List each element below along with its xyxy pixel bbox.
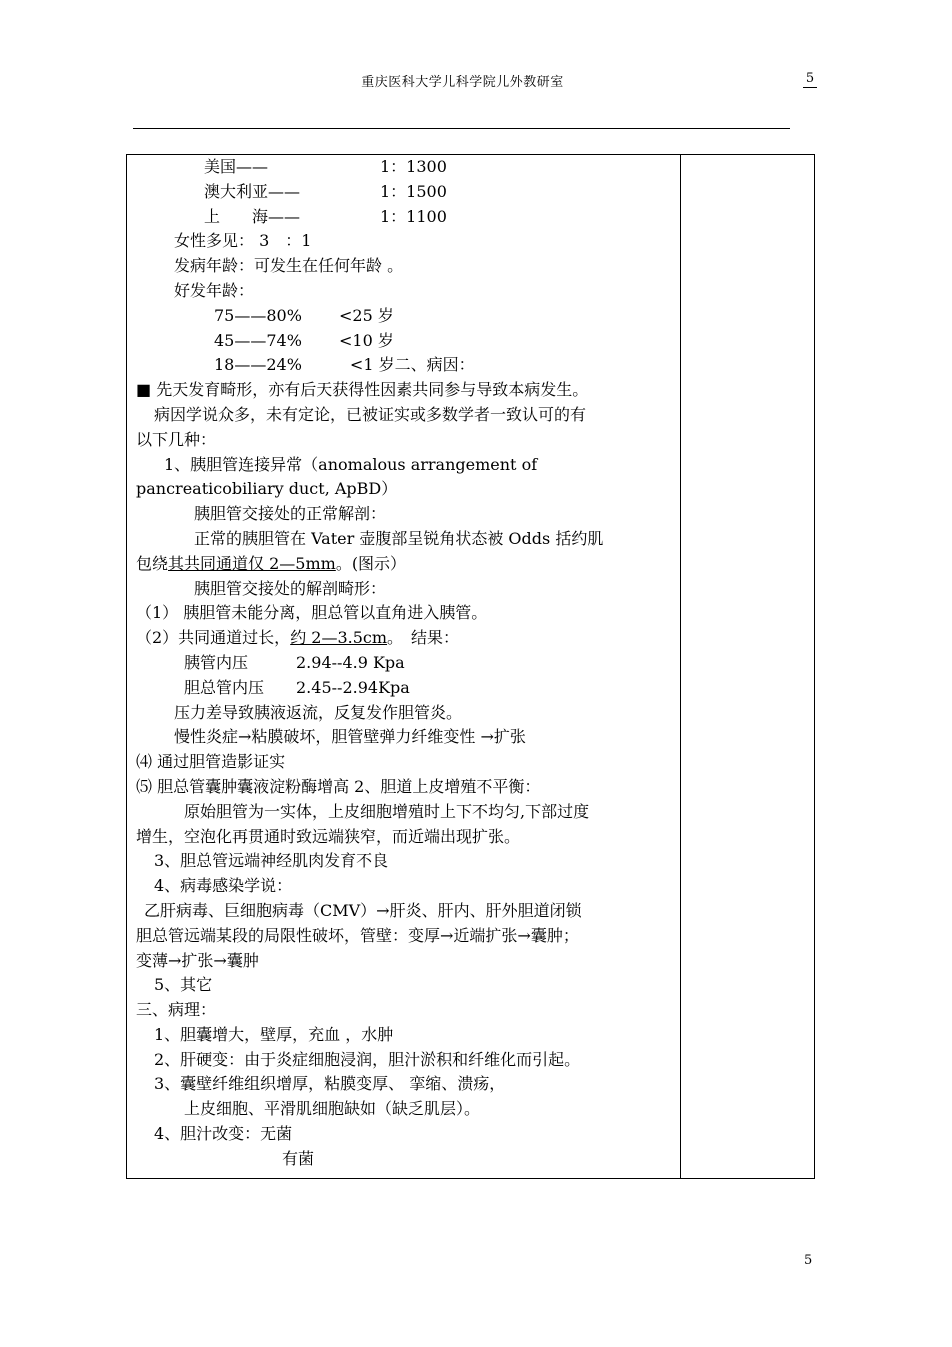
line-text: 胆总管远端某段的局限性破坏，管壁：变厚→近端扩张→囊肿； [136,925,579,945]
text-line [136,998,678,1023]
line-text: ⑸ 胆总管囊肿囊液淀粉酶增高 2、胆道上皮增殖不平衡： [136,776,541,796]
line-text: ⑷ 通过胆管造影证实 [136,752,286,772]
text-line [136,973,678,998]
line-text: 2、肝硬变：由于炎症细胞浸润，胆汁淤积和纤维化而引起。 [154,1049,581,1069]
text-line [136,304,678,329]
text-line [136,800,678,825]
text-line [136,229,678,254]
line-text: 3、囊壁纤维组织增厚，粘膜变厚、 挛缩、溃疡， [154,1074,506,1094]
line-text: 以下几种： [136,429,217,449]
text-line [136,279,678,304]
text-line [136,676,678,701]
line-text: 1、胆囊增大，壁厚，充血 ，水肿 [154,1024,394,1044]
line-text: 女性多见： 3 ：1 [174,231,312,251]
line-text: 3、胆总管远端神经肌肉发育不良 [154,851,389,871]
table-content-cell [136,155,678,1172]
text-line [136,329,678,354]
line-text: 5、其它 [154,975,213,995]
line-text: 乙肝病毒、巨细胞病毒（CMV）→肝炎、肝内、肝外胆道闭锁 [144,900,582,920]
line-text: 压力差导致胰液返流，反复发作胆管炎。 [174,702,463,722]
text-line [136,775,678,800]
line-text: ■ 先天发育畸形，亦有后天获得性因素共同参与导致本病发生。 [136,380,589,400]
line-text: 变薄→扩张→囊肿 [136,950,259,970]
line-text: 澳大利亚—— 1：1500 [204,181,447,201]
text-line [136,378,678,403]
line-text: pancreaticobiliary duct, ApBD） [136,479,398,499]
header-title: 重庆医科大学儿科学院儿外教研室 [361,75,564,90]
text-line [136,949,678,974]
text-line [136,552,678,577]
line-text-after: 。(图示） [335,553,407,573]
line-text: 有菌 [282,1148,315,1168]
underlined-text: 约 2—3.5cm [290,628,388,648]
text-line [136,453,678,478]
text-line [136,651,678,676]
line-text: 原始胆管为一实体，上皮细胞增殖时上下不均匀,下部过度 [184,801,590,821]
line-text: 1、胰胆管连接异常（anomalous arrangement of [164,454,538,474]
line-text: 18——24% <1 岁二、病因： [214,355,475,375]
line-text: 胰胆管交接处的正常解剖： [194,504,387,524]
line-text: 45——74% <10 岁 [214,330,394,350]
text-line [136,254,678,279]
text-line [136,899,678,924]
text-line [136,601,678,626]
table-column-divider [680,154,681,1179]
text-line [136,626,678,651]
line-text: 4、病毒感染学说： [154,876,293,896]
text-line [136,205,678,230]
text-line [136,155,678,180]
footer-page-number: 5 [804,1253,813,1268]
line-text: （1） 胰胆管未能分离，胆总管以直角进入胰管。 [136,603,488,623]
text-line [136,180,678,205]
text-line [136,403,678,428]
text-line [136,527,678,552]
line-text: 三、病理： [136,1000,217,1020]
line-text-after: 。 结果： [387,628,460,648]
text-line [136,1122,678,1147]
header-page-number: 5 [803,71,817,88]
text-line [136,701,678,726]
line-text: （2）共同通道过长， [136,628,291,648]
text-line [136,1097,678,1122]
line-text: 正常的胰胆管在 Vater 壶腹部呈锐角状态被 Odds 括约肌 [194,528,604,548]
line-text: 病因学说众多，未有定论，已被证实或多数学者一致认可的有 [154,404,587,424]
text-line [136,825,678,850]
text-line [136,1023,678,1048]
underlined-text: 其共同通道仅 2—5mm [168,553,336,573]
line-text: 胰管内压 2.94--4.9 Kpa [184,652,405,672]
line-text: 美国—— 1：1300 [204,157,447,176]
line-text: 慢性炎症→粘膜破坏，胆管壁弹力纤维变性 →扩张 [174,727,526,747]
text-line [136,353,678,378]
line-text: 4、胆汁改变：无菌 [154,1124,293,1144]
line-text: 75——80% <25 岁 [214,305,394,325]
text-line [136,577,678,602]
text-line [136,1147,678,1172]
text-line [136,874,678,899]
line-text: 上皮细胞、平滑肌细胞缺如（缺乏肌层）。 [184,1099,481,1119]
text-line [136,428,678,453]
text-line [136,502,678,527]
line-text: 胆总管内压 2.45--2.94Kpa [184,677,410,697]
text-line [136,477,678,502]
text-line [136,924,678,949]
text-line [136,725,678,750]
line-text: 好发年龄： [174,280,255,300]
line-text: 发病年龄：可发生在任何年龄 。 [174,256,404,276]
line-text: 包绕 [136,553,169,573]
line-text: 胰胆管交接处的解剖畸形： [194,578,387,598]
header-rule [133,128,790,129]
line-text: 上 海—— 1：1100 [204,206,447,226]
text-line [136,1048,678,1073]
text-line [136,849,678,874]
line-text: 增生，空泡化再贯通时致远端狭窄，而近端出现扩张。 [136,826,521,846]
text-line [136,750,678,775]
text-line [136,1072,678,1097]
